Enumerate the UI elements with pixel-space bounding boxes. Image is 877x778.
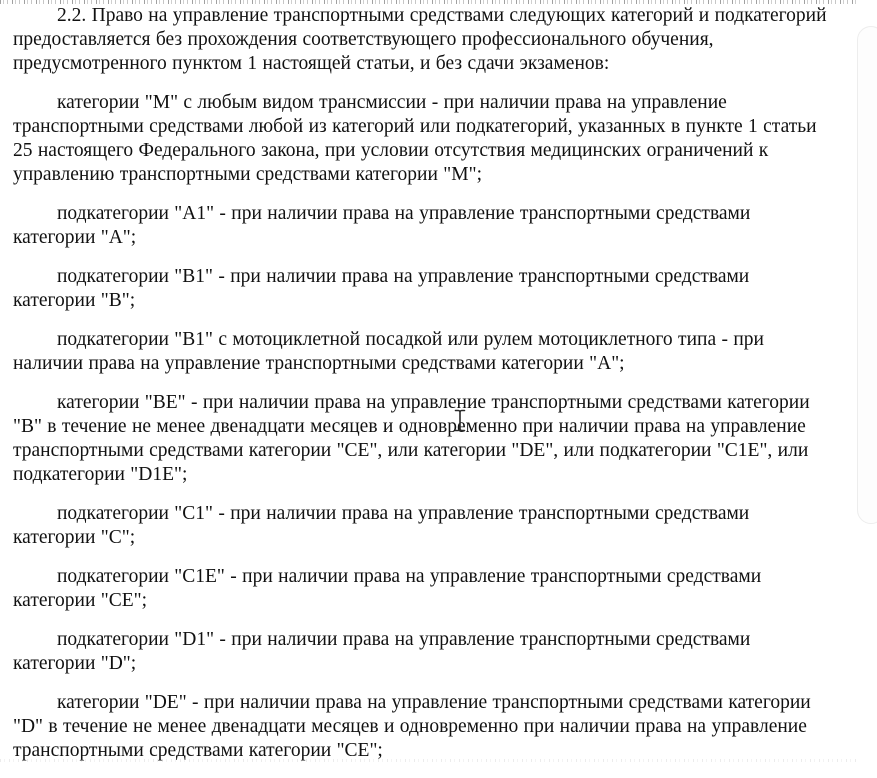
legal-text-body bbox=[0, 4, 877, 778]
paragraph-subcategory-b1: подкатегории "B1" - при наличии права на управление транспортными средствами категории "B"; bbox=[13, 266, 750, 311]
paragraph-category-de: категории "DE" - при наличии права на управление транспортными средствами категории "D" в течение не менее двенадцати месяцев и одновременно при наличии права на управление транспортными средствами категории "CE"; bbox=[13, 692, 811, 761]
paragraph-subcategory-a1: подкатегории "A1" - при наличии права на управление транспортными средствами категории "A"; bbox=[13, 203, 751, 248]
paragraph-subcategory-b1-motorcycle: подкатегории "B1" с мотоциклетной посадкой или рулем мотоциклетного типа - при наличии права на управление транспортными средствами категории "A"; bbox=[13, 329, 764, 374]
paragraph-subcategory-c1e: подкатегории "C1E" - при наличии права на управление транспортными средствами категории "CE"; bbox=[13, 566, 762, 611]
paragraph-subcategory-d1: подкатегории "D1" - при наличии права на управление транспортными средствами категории "D"; bbox=[13, 629, 751, 674]
paragraph-subcategory-c1: подкатегории "C1" - при наличии права на управление транспортными средствами категории "C"; bbox=[13, 503, 750, 548]
text-cursor-ibeam-icon bbox=[453, 409, 467, 432]
paragraph-category-m: категории "M" с любым видом трансмиссии - при наличии права на управление транспортными средствами любой из категорий или подкатегорий, указанных в пункте 1 статьи 25 настоящего Федерального закона, при условии отсутствия медицинских ограничений к управлению транспортными средствами категории "M"; bbox=[13, 92, 817, 185]
paragraph-category-be: категории "BE" - при наличии права на управление транспортными средствами категории "B" в течение не менее двенадцати месяцев и одновременно при наличии права на управление транспортными средствами категории "CE", или категории "DE", или подкатегории "C1E", или подкатегории "D1E"; bbox=[13, 392, 810, 485]
scrollbar-thumb[interactable] bbox=[857, 26, 877, 524]
paragraph-2-2-intro: 2.2. Право на управление транспортными средствами следующих категорий и подкатегорий предоставляется без прохождения соответствующего профессионального обучения, предусмотренного пунктом 1 настоящей статьи, и без сдачи экзаменов: bbox=[13, 5, 827, 74]
